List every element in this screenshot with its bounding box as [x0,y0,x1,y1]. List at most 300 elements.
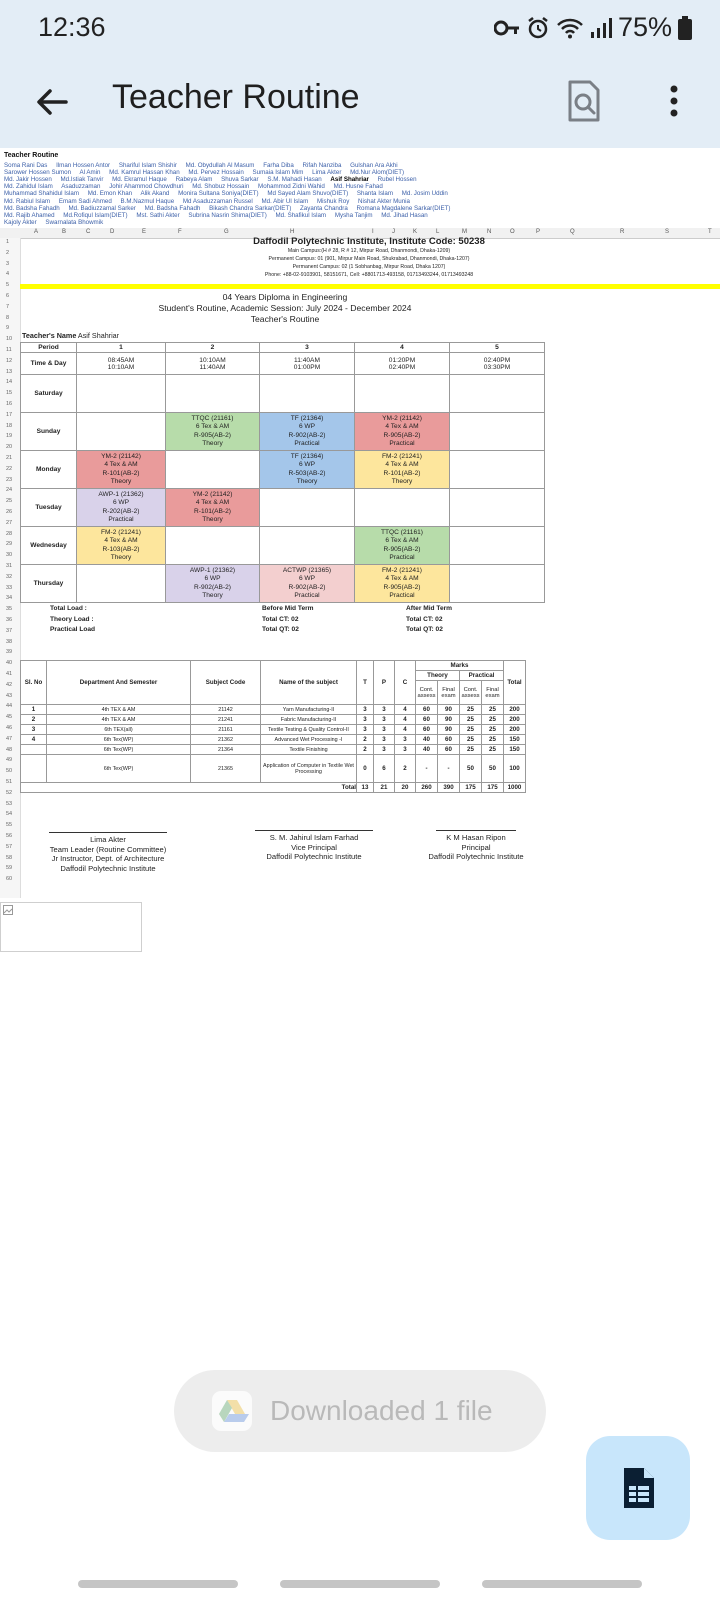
routine-time-row [21,353,545,375]
class-cell[interactable] [77,489,166,527]
sheet-tab[interactable]: Asaduzzaman [61,183,101,191]
time-text: 11:40AM [199,363,226,371]
class-line: R-905(AB-2) [383,583,421,591]
period-time [77,353,166,375]
row-number: 50 [6,768,13,775]
class-line: Theory [202,591,223,599]
subject-row [21,755,526,783]
back-button[interactable] [30,80,74,124]
period-number: 5 [450,343,545,353]
routine-day-row [21,375,545,413]
subject-cell-tf: 90 [438,715,460,725]
sheet-tab[interactable]: Mst. Sathi Akter [136,211,180,219]
sheet-tab[interactable]: Mysha Tanjim [334,211,373,219]
class-cell[interactable] [355,565,450,603]
nav-bar-segment [482,1580,642,1588]
sheet-tab[interactable]: Subrina Nasrin Shima(DIET) [188,211,267,219]
signature-line [255,830,373,831]
time-text: 10:10AM [107,363,135,371]
row-number: 30 [6,552,13,559]
routine-heading-line: 04 Years Diploma in Engineering [222,292,348,302]
sheet-tab[interactable]: Zayanta Chandra [300,204,348,212]
more-options-button[interactable] [660,76,688,126]
row-number: 23 [6,476,13,483]
subject-cell-total: 150 [504,745,526,755]
sheet-tab[interactable]: Nishat Akter Munia [358,197,410,205]
total-cell: 390 [438,783,460,793]
empty-cell [450,489,545,527]
class-line: Theory [391,477,413,485]
row-number: 60 [6,876,13,883]
column-letter: D [110,229,115,235]
class-line: 6 WP [204,575,221,583]
row-number: 46 [6,725,13,731]
period-number: 1 [77,343,166,353]
period-time [260,353,355,375]
sheet-tab[interactable]: Md. Husne Fahad [333,183,383,191]
class-line: TTQC (21161) [191,414,234,422]
class-line: Theory [296,477,318,485]
vpn-key-icon [494,19,520,37]
sheet-tab[interactable]: Bikash Chandra Sarkar(DIET) [209,204,292,212]
subject-row [21,725,526,735]
total-cell: 21 [374,783,395,793]
signature-text: Jr Instructor, Dept. of Architecture [51,854,165,863]
class-cell[interactable] [355,413,450,451]
teacher-name-label: Teacher's Name [22,331,77,340]
class-cell[interactable] [355,527,450,565]
download-toast [174,1370,546,1452]
class-line: R-905(AB-2) [193,431,231,439]
subject-cell-name: Textile Testing & Quality Control-II [261,725,357,735]
sheet-tab[interactable]: Ilman Hossen Antor [56,162,111,170]
column-letter: M [462,229,467,235]
battery-icon [678,16,692,40]
load-label: Total Load : [50,605,87,612]
row-number: 15 [6,390,13,397]
empty-cell [77,413,166,451]
class-line: YM-2 (21142) [382,414,422,422]
app-bar [0,56,720,148]
alarm-icon [526,16,550,40]
sheet-tab[interactable]: Shuva Sarkar [221,176,259,184]
teacher-name: Asif Shahriar [77,331,120,340]
sheet-tab[interactable]: Swarnalata Bhowmik [45,218,104,226]
sheet-tab[interactable]: Md. Kamrul Hassan Khan [109,169,180,177]
time-text: 01:00PM [293,363,321,371]
row-number: 13 [6,368,13,375]
spreadsheet-icon [586,1436,690,1540]
subject-cell-dept: 6th Tex(WP) [47,735,191,745]
sheet-tab[interactable]: Md. Emon Khan [87,190,133,198]
row-number: 26 [6,509,13,515]
spreadsheet-preview[interactable] [0,150,720,902]
row-number: 52 [6,789,13,796]
sheet-tab[interactable]: Johir Ahammod Chowdhuri [109,183,184,191]
signature-text: K M Hasan Ripon [446,833,506,842]
sheet-tab[interactable]: Md. Shobuz Hossain [192,183,250,191]
routine-day-row [21,413,545,451]
subject-cell-tf: - [438,755,460,783]
subject-header-row [21,661,526,671]
class-line: R-905(AB-2) [383,545,421,553]
marks-subheader: Cont. assess [416,681,438,705]
subject-cell-sl [21,745,47,755]
signature-text: Vice Principal [291,842,337,852]
row-number: 54 [6,811,13,818]
day-label: Tuesday [21,489,77,527]
load-summary [50,604,95,636]
class-line: Theory [202,515,223,523]
class-line: R-101(AB-2) [102,469,140,477]
routine-period-row [21,343,545,353]
column-letter: B [62,229,67,235]
row-number: 25 [6,498,13,505]
subject-cell-tf: 60 [438,735,460,745]
sheet-tab[interactable]: Rifah Nanziba [302,162,342,170]
empty-cell [450,451,545,489]
document-search-icon [562,76,606,126]
load-label: Total CT: 02 [406,615,443,623]
row-number-column [0,238,21,898]
total-cell: 20 [395,783,416,793]
nav-bar-segment [280,1580,440,1588]
broken-image-placeholder [0,902,142,952]
subject-row [21,745,526,755]
before-mid-term [262,604,314,636]
class-cell[interactable] [355,451,450,489]
row-number: 19 [6,433,13,440]
yellow-divider [20,284,720,289]
sheet-tab[interactable]: Md.Rofiqul Islam(DIET) [63,211,128,219]
subject-cell-sl: 1 [21,705,47,715]
subject-cell-pc: 25 [460,735,482,745]
row-number: 27 [6,519,13,526]
class-line: 4 Tex & AM [104,461,138,469]
sheet-tab[interactable]: Shanta Islam [356,190,394,198]
routine-day-row [21,489,545,527]
subject-cell-code: 21362 [191,735,261,745]
sheet-tab-list [4,162,466,226]
row-number: 56 [6,833,13,839]
sheet-tab[interactable]: Md Asaduzzaman Russel [182,197,253,205]
subject-cell-sl: 4 [21,735,47,745]
sheet-tab[interactable]: Md. Obydullah Al Masum [185,162,255,170]
class-line: YM-2 (21142) [192,490,233,498]
column-letter: H [290,229,295,235]
more-vert-icon [660,76,688,126]
class-cell[interactable] [77,527,166,565]
sheet-tab[interactable]: Alik Akand [140,190,170,198]
class-line: R-101(AB-2) [383,469,421,477]
sheet-tab[interactable]: Emam Sadi Ahmed [58,197,112,205]
subject-cell-sl: 2 [21,715,47,725]
signature-block [40,832,176,873]
sheet-tab[interactable]: Rabeya Alam [175,176,213,184]
class-line: R-503(AB-2) [288,469,326,477]
p-header: P [374,661,395,705]
period-time [166,353,260,375]
class-line: 6 WP [298,461,316,469]
class-line: Practical [389,591,415,599]
sheet-tab[interactable]: Mishuk Roy [316,197,350,205]
day-label: Sunday [21,413,77,451]
signature-line [49,832,167,833]
sheet-tab[interactable]: B.M.Nazmul Haque [120,197,175,205]
empty-cell [166,451,260,489]
signature-text: Daffodil Polytechnic Institute [428,852,524,861]
subject-cell-pf: 25 [482,735,504,745]
period-number: 4 [355,343,450,353]
class-line: AWP-1 (21362) [189,566,236,574]
sheet-tab[interactable]: Gulshan Ara Akhi [350,162,398,170]
sheet-tab[interactable]: Md. Pervez Hossain [188,169,244,177]
routine-heading-line: Teacher's Routine [250,314,320,324]
load-label: Practical Load [50,626,96,633]
row-number: 16 [6,401,13,407]
class-cell[interactable] [260,413,355,451]
period-number: 2 [166,343,260,353]
empty-cell [450,565,545,603]
row-number: 29 [6,541,13,548]
routine-day-row [21,527,545,565]
class-line: R-202(AB-2) [102,507,140,515]
subject-cell-total: 100 [504,755,526,783]
class-line: R-103(AB-2) [102,545,140,553]
row-number: 45 [6,714,13,721]
column-letter: S [665,229,670,235]
class-cell[interactable] [77,451,166,489]
signature-text: Lima Akter [90,835,126,844]
load-label: After Mid Term [406,605,453,612]
subject-cell-tc: 40 [416,735,438,745]
sheet-tab[interactable]: Md. Josim Uddin [401,190,448,198]
routine-day-row [21,565,545,603]
institute-name: Daffodil Polytechnic Institute, Institute Code: 50238 [253,236,485,247]
sheet-tab[interactable]: Rubel Hossen [377,176,417,184]
subject-cell-t: 2 [357,735,374,745]
row-number: 3 [6,260,10,267]
sheet-tab[interactable]: Md. Rajib Ahamed [4,211,55,219]
subject-cell-p: 6 [374,755,395,783]
row-number: 39 [6,649,13,656]
empty-cell [355,375,450,413]
sheet-tab[interactable]: Md. Jakir Hossen [4,176,52,184]
subject-cell-p: 3 [374,725,395,735]
subject-cell-c: 4 [395,705,416,715]
sheet-tab[interactable]: Md.Nur Alom(DIET) [350,169,405,177]
sheet-tab[interactable]: Sumaia Islam Mim [252,169,304,177]
signature-text: S. M. Jahirul Islam Farhad [269,833,359,842]
sheet-tab[interactable]: Kajoly Akter [4,218,37,226]
class-line: R-902(AB-2) [288,431,326,439]
row-number: 59 [6,865,13,872]
row-number: 33 [6,584,13,591]
sheet-tab[interactable]: Md. Rabiul Islam [4,197,51,205]
class-line: ACTWP (21365) [282,566,332,574]
subject-cell-dept: 6th Tex(WP) [47,755,191,783]
marks-subheader: Final exam [482,681,504,705]
subject-cell-c: 3 [395,735,416,745]
subject-cell-name: Fabric Manufacturing-II [261,715,357,725]
sheet-tab[interactable]: Md. Zahidul Islam [4,183,53,191]
status-icons [494,12,692,43]
subject-cell-t: 3 [357,715,374,725]
subject-cell-sl: 3 [21,725,47,735]
subject-cell-p: 3 [374,715,395,725]
total-cell: 175 [460,783,482,793]
sheet-tab[interactable]: Md.Istiak Tanvir [60,176,104,184]
sheet-tab[interactable]: Monira Sultana Soniya(DIET) [178,190,259,198]
t-header: T [357,661,374,705]
subject-cell-t: 3 [357,725,374,735]
subject-cell-total: 200 [504,705,526,715]
sheet-tab[interactable]: Md. Ekramul Haque [112,176,167,184]
class-cell[interactable] [260,451,355,489]
page-title: Teacher Routine [112,78,360,116]
nav-bar-segment [78,1580,238,1588]
class-line: TF (21364) [290,414,324,422]
column-letter: C [86,229,91,235]
open-in-sheets-button[interactable] [586,1436,690,1540]
column-letter: L [436,229,440,235]
subject-cell-pc: 25 [460,725,482,735]
row-number: 49 [6,757,13,764]
sheet-tab[interactable]: Lima Akter [312,169,342,177]
class-cell[interactable] [260,565,355,603]
row-number: 44 [6,703,13,710]
sheet-tab[interactable]: Shariful Islam Shishir [118,162,177,170]
class-line: Practical [389,439,415,447]
column-letter: Q [570,229,575,235]
row-number: 14 [6,379,13,386]
subject-row [21,715,526,725]
address-line: Permanent Campus: 01 (901, Mirpur Main Road, Shukrabad, Dhanmondi, Dhaka-1207) [268,256,470,262]
routine-heading-line: Student's Routine, Academic Session: July 2024 - December 2024 [158,303,412,313]
empty-cell [77,565,166,603]
column-letter: I [372,229,374,235]
subject-cell-pf: 25 [482,745,504,755]
load-label: Total QT: 02 [406,626,443,633]
status-time: 12:36 [38,12,106,42]
row-number: 51 [6,779,13,785]
subject-cell-name: Advanced Wet Processing -I [261,735,357,745]
row-number: 28 [6,530,13,537]
sheet-tab[interactable]: Md. Shafikul Islam [275,211,327,219]
row-number: 4 [6,271,10,278]
subject-cell-total: 200 [504,725,526,735]
row-number: 31 [6,563,13,569]
period-time [450,353,545,375]
class-cell[interactable] [166,565,260,603]
sl-header: Sl. No [21,661,47,705]
signature-block [246,830,382,862]
class-cell[interactable] [166,489,260,527]
class-line: Practical [389,553,415,561]
column-letter: R [620,229,625,235]
day-label: Saturday [21,375,77,413]
class-line: R-902(AB-2) [193,583,231,591]
subject-cell-c: 3 [395,745,416,755]
sheet-tab[interactable]: Farha Diba [263,162,294,170]
routine-heading [20,292,550,325]
sheet-tab[interactable]: Md. Badiuzzamal Sarker [68,204,136,212]
wifi-icon [556,17,584,39]
sheet-tab[interactable]: Muhammad Shahidul Islam [4,190,79,198]
class-line: Theory [202,439,223,447]
class-line: FM-2 (21241) [382,566,422,574]
row-number: 17 [6,411,13,418]
sheet-tab[interactable]: S.M. Mahadi Hasan [267,176,322,184]
row-number: 34 [6,595,13,602]
row-number: 41 [6,671,13,677]
practical-header: Practical [460,671,504,681]
total-cell: 175 [482,783,504,793]
load-label: Total CT: 02 [262,615,299,623]
row-number: 58 [6,854,13,861]
sheet-tab[interactable]: Md. Jihad Hasan [381,211,428,219]
sheet-tab[interactable]: Mohammod Zidni Wahid [258,183,325,191]
row-number: 47 [6,735,13,742]
subject-cell-dept: 6th TEX(all) [47,725,191,735]
subject-cell-p: 3 [374,745,395,755]
subject-cell-code: 21142 [191,705,261,715]
sheet-tab[interactable]: Md Sayed Alam Shuvo(DIET) [267,190,349,198]
subject-cell-t: 0 [357,755,374,783]
row-number: 37 [6,627,13,634]
row-number: 9 [6,325,10,332]
sheet-tab[interactable]: Md. Abir Ul Islam [261,197,309,205]
signature-text: Daffodil Polytechnic Institute [60,863,156,873]
subject-cell-code: 21365 [191,755,261,783]
row-number: 35 [6,606,13,613]
marks-subheader: Final exam [438,681,460,705]
row-number: 11 [6,347,12,353]
row-number: 5 [6,282,10,289]
signature-block [420,830,532,862]
sheet-tab[interactable]: Soma Rani Das [4,162,48,170]
class-line: 4 Tex & AM [104,537,138,545]
subject-cell-name: Textile Finishing [261,745,357,755]
sheet-tab[interactable]: Asif Shahriar [330,176,369,184]
row-number: 42 [6,681,13,688]
row-number: 6 [6,293,10,299]
sheet-tab[interactable]: Romana Magdalene Sarkar(DIET) [356,204,451,212]
row-number: 38 [6,638,13,645]
class-line: TF (21364) [290,452,324,460]
class-line: Practical [294,439,320,447]
time-text: 02:40PM [388,363,416,371]
sheet-tab[interactable]: Md. Badsha Fahadh [4,204,60,212]
doc-search-button[interactable] [562,76,606,126]
row-number: 40 [6,660,13,667]
sheet-tab[interactable]: Md. Badsha Fahadh [144,204,201,212]
class-cell[interactable] [166,413,260,451]
routine-table [20,342,545,603]
total-cell: 1000 [504,783,526,793]
sheet-tab[interactable]: Sarower Hossen Sumon [4,169,72,177]
class-line: 6 Tex & AM [195,423,230,431]
row-number: 57 [6,843,13,850]
empty-cell [77,375,166,413]
empty-cell [260,527,355,565]
subject-cell-dept: 4th TEX & AM [47,705,191,715]
column-letter: T [708,229,712,235]
sheet-tab[interactable]: Al Amin [79,169,101,177]
row-number: 2 [6,249,10,256]
subject-cell-tc: 60 [416,715,438,725]
subject-cell-tf: 60 [438,745,460,755]
